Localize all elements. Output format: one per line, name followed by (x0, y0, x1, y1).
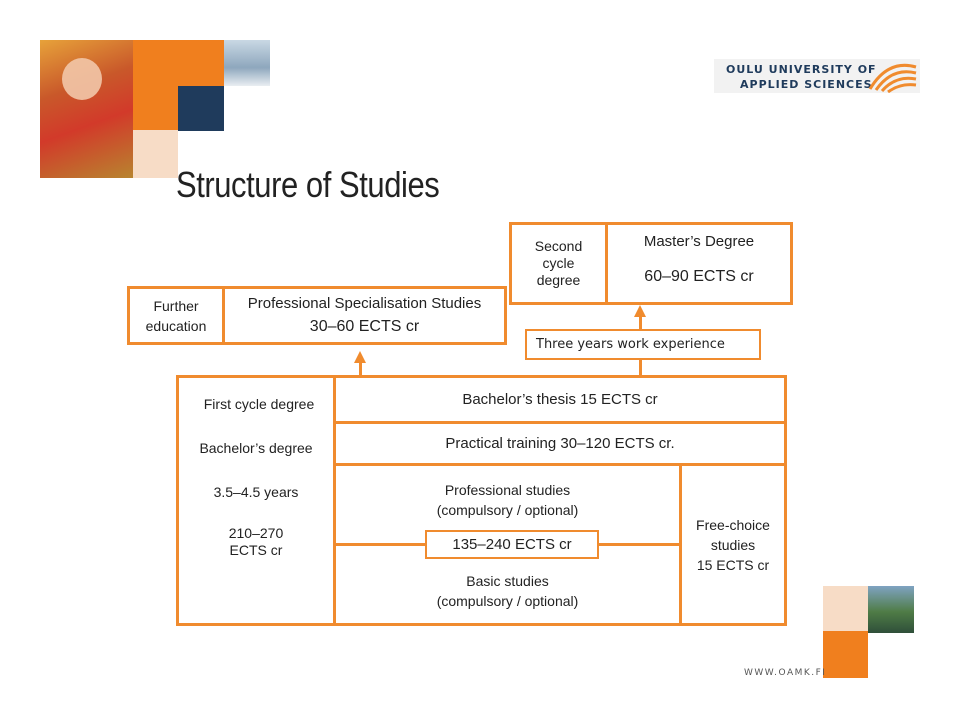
core-credits-left-line (336, 543, 426, 546)
professional-studies-label: Professional studies (compulsory / optional) (436, 482, 579, 518)
logo-line-1: OULU UNIVERSITY OF (726, 63, 877, 76)
thesis-row (336, 378, 784, 421)
photo-outdoor-people (224, 40, 270, 86)
training-row (336, 424, 784, 463)
bachelor-degree-label: Bachelor’s degree (199, 440, 313, 456)
specialisation-credits: 30–60 ECTS cr (309, 318, 420, 335)
university-logo (714, 59, 920, 93)
logo-line-2: APPLIED SCIENCES (740, 78, 873, 91)
thesis-label: Bachelor’s thesis 15 ECTS cr (462, 391, 658, 408)
professional-studies-cell (336, 475, 679, 525)
connector-bachelor-to-experience (639, 360, 642, 376)
core-credits-right-line (598, 543, 679, 546)
basic-studies-cell (336, 566, 679, 616)
second-cycle-text: Second cycle degree (534, 238, 583, 288)
masters-degree-cell (608, 225, 790, 302)
second-cycle-label (512, 225, 605, 302)
logo-arc-icon (866, 57, 920, 93)
deco-light-square (133, 130, 178, 178)
specialisation-cell (225, 289, 504, 342)
first-cycle-label: First cycle degree (203, 396, 315, 412)
page-title: Structure of Studies (176, 164, 440, 205)
bachelor-credits: 210–270 ECTS cr (228, 525, 284, 558)
work-experience-text: Three years work experience (536, 337, 725, 352)
deco-light-square-bottom (823, 586, 868, 631)
deco-navy-square (178, 86, 224, 131)
free-choice-cell (682, 466, 784, 623)
specialisation-label: Professional Specialisation Studies (247, 295, 482, 312)
core-credits-cell (427, 532, 597, 557)
free-choice-label: Free-choice studies 15 ECTS cr (696, 516, 770, 573)
footer-url: WWW.OAMK.FI (744, 668, 827, 678)
core-credits-label: 135–240 ECTS cr (452, 536, 572, 553)
arrow-head-to-further (354, 351, 366, 363)
training-label: Practical training 30–120 ECTS cr. (445, 435, 675, 452)
masters-degree-credits: 60–90 ECTS cr (644, 268, 754, 285)
first-cycle-cell (179, 396, 333, 596)
arrow-head-to-master (634, 305, 646, 317)
masters-degree-label: Master’s Degree (643, 233, 755, 250)
further-education-cell (130, 289, 222, 342)
photo-lake-scene (868, 586, 914, 633)
deco-orange-square-bottom (823, 631, 868, 678)
bachelor-duration: 3.5–4.5 years (213, 484, 299, 500)
basic-studies-label: Basic studies (compulsory / optional) (436, 573, 579, 609)
photo-face-highlight (62, 58, 102, 100)
arrow-shaft-to-master (639, 316, 642, 330)
further-education-label: Further education (145, 297, 207, 334)
